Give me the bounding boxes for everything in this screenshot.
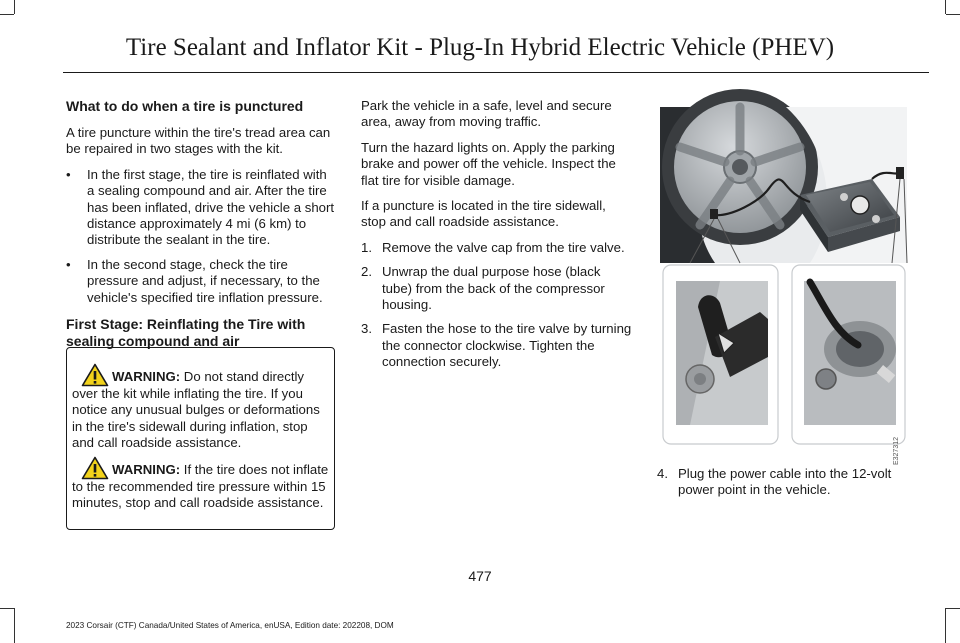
paragraph: Park the vehicle in a safe, level and secure area, away from moving traffic. (361, 98, 612, 130)
header-divider (63, 72, 929, 73)
warning-item (72, 462, 329, 512)
stage-list (66, 167, 336, 306)
warning-triangle-icon (81, 363, 109, 387)
crop-mark (0, 14, 14, 15)
crop-mark (945, 0, 946, 14)
crop-mark (14, 0, 15, 14)
intro-paragraph: A tire puncture within the tire's tread area can be repaired in two stages with the kit. (66, 125, 331, 157)
crop-mark (0, 608, 14, 609)
crop-mark (14, 608, 15, 643)
list-item: 2. Unwrap the dual purpose hose (black tube) from the back of the compressor housing. (361, 264, 605, 313)
warning-triangle-icon (81, 456, 109, 480)
page-number: 477 (468, 568, 492, 584)
warning-box (66, 347, 335, 530)
bullet-icon: • (66, 256, 71, 272)
steps-list (361, 240, 633, 371)
paragraph: Turn the hazard lights on. Apply the parking brake and power off the vehicle. Inspect the flat tire for visible damage. (361, 139, 616, 188)
section-heading: What to do when a tire is punctured (66, 98, 304, 114)
bullet-icon: • (66, 166, 71, 182)
crop-mark (946, 608, 960, 609)
footer-text: 2023 Corsair (CTF) Canada/United States of America, enUSA, Edition date: 202208, DOM (66, 621, 394, 630)
warning-label: WARNING: (112, 369, 181, 384)
warning-text: If the tire does not inflate to the recommended tire pressure within 15 minutes, stop and call roadside assistance. (72, 461, 329, 511)
warning-label: WARNING: (112, 461, 181, 477)
inflator-kit-illustration (660, 107, 907, 466)
right-column (657, 466, 913, 507)
crop-mark (945, 608, 946, 643)
page-title: Tire Sealant and Inflator Kit - Plug-In Hybrid Electric Vehicle (PHEV) (125, 34, 835, 61)
left-column (66, 98, 336, 360)
paragraph: If a puncture is located in the tire sidewall, stop and call roadside assistance. (361, 198, 606, 230)
list-item: 3. Fasten the hose to the tire valve by turning the connector clockwise. Tighten the connection securely. (361, 321, 632, 370)
list-item: • In the first stage, the tire is reinflated with a sealing compound and air. After the tire has been inflated, drive the vehicle a short distance approximately 4 mi (6 km) to distribute the sealant in the tire. (66, 166, 335, 248)
list-item: 1. Remove the valve cap from the tire valve. (361, 239, 625, 255)
steps-list (657, 466, 913, 499)
warning-item (72, 369, 329, 452)
middle-column (361, 98, 633, 379)
warning-text: Do not stand directly over the kit while inflating the tire. If you notice any unusual bulges or deformations in the tire's sidewall during inflation, stop and call roadside assistance. (72, 369, 320, 451)
crop-mark (946, 14, 960, 15)
subsection-heading: First Stage: Reinflating the Tire with sealing compound and air (66, 316, 306, 350)
list-item: • In the second stage, check the tire pressure and adjust, if necessary, to the vehicle's specified tire inflation pressure. (66, 256, 323, 305)
list-item: 4. Plug the power cable into the 12-volt power point in the vehicle. (657, 466, 892, 498)
figure-code: E327312 (893, 437, 900, 466)
